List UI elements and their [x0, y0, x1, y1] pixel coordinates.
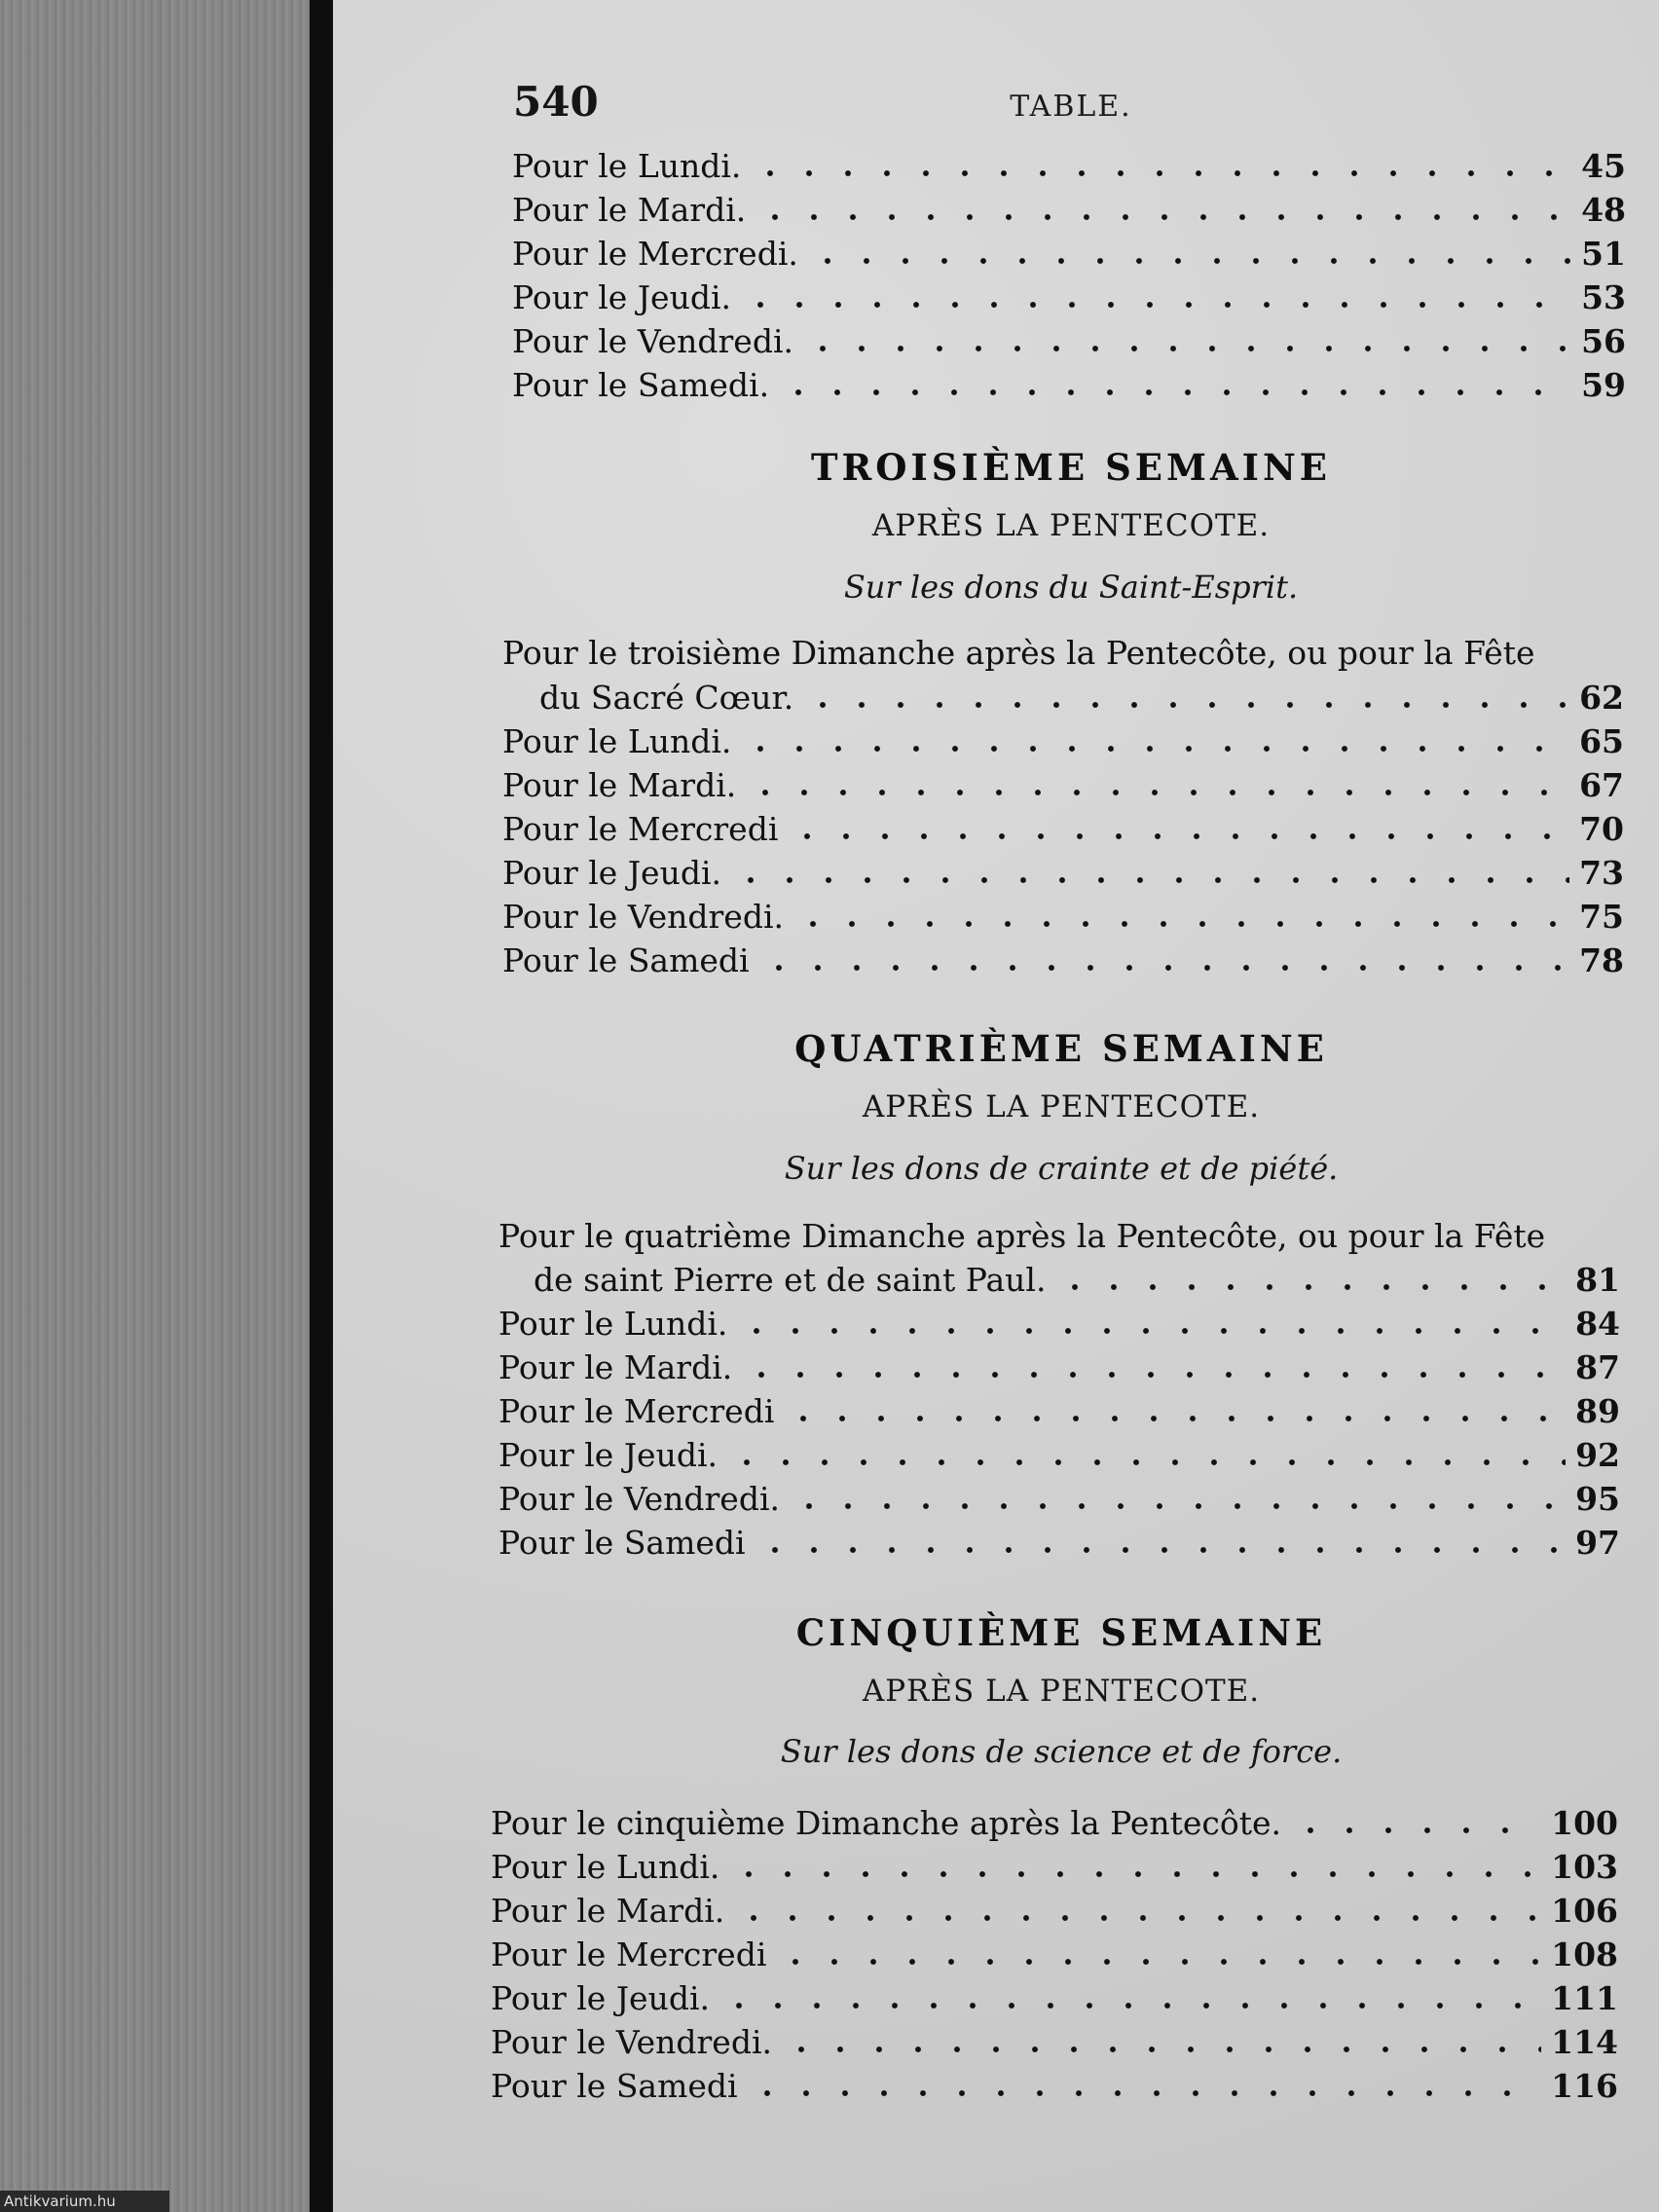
toc-entry	[502, 718, 1624, 760]
toc-entry-page: 56	[1581, 322, 1626, 360]
dot-leader	[756, 1546, 1566, 1554]
dot-leader	[727, 1458, 1566, 1466]
dot-leader	[751, 169, 1571, 177]
dot-leader	[759, 964, 1569, 972]
sunday-entry-line: Pour le troisième Dimanche après la Pentecôte, ou pour la Fête	[502, 634, 1535, 672]
toc-entry-page: 45	[1581, 147, 1626, 185]
dot-leader	[737, 1327, 1566, 1335]
toc-entry-page: 75	[1579, 898, 1624, 936]
toc-entry-page: 95	[1575, 1480, 1620, 1518]
toc-entry-page: 84	[1575, 1305, 1620, 1343]
toc-entry-label: Pour le Lundi.	[512, 147, 742, 185]
toc-entry-label: de saint Pierre et de saint Paul.	[534, 1261, 1047, 1299]
toc-entry-label: Pour le Samedi.	[512, 366, 770, 404]
toc-entry	[512, 230, 1626, 273]
toc-entry-label: Pour le Lundi.	[502, 722, 732, 760]
dot-leader	[748, 2089, 1542, 2097]
dot-leader	[729, 1870, 1541, 1878]
toc-entry	[491, 1931, 1618, 1973]
dot-leader	[719, 2002, 1541, 2009]
toc-entry	[502, 937, 1624, 979]
toc-entry-label: Pour le Vendredi.	[498, 1480, 781, 1518]
dot-leader	[788, 832, 1569, 840]
section-theme: Sur les dons du Saint-Esprit.	[843, 569, 1299, 606]
toc-entry-label: du Sacré Cœur.	[539, 679, 794, 717]
dot-leader	[779, 388, 1571, 396]
section-heading: CINQUIÈME SEMAINE	[795, 1611, 1327, 1654]
toc-entry	[491, 2062, 1618, 2105]
toc-entry	[498, 1431, 1620, 1474]
toc-entry-page: 67	[1579, 766, 1624, 804]
toc-entry-label: Pour le Lundi.	[491, 1848, 720, 1886]
toc-entry-page: 114	[1551, 2023, 1618, 2061]
toc-entry-page: 111	[1551, 1979, 1618, 2017]
toc-entry	[498, 1519, 1620, 1562]
dot-leader	[803, 701, 1569, 709]
dot-leader	[790, 1502, 1566, 1510]
toc-entry-label: Pour le Samedi	[498, 1524, 746, 1562]
dot-leader	[742, 1371, 1566, 1379]
toc-entry-label: Pour le Jeudi.	[512, 278, 732, 316]
toc-entry-label: Pour le Mardi.	[512, 191, 747, 229]
toc-entry-page: 62	[1579, 679, 1624, 717]
toc-entry	[491, 1974, 1618, 2017]
dot-leader	[731, 876, 1569, 884]
toc-entry-label: Pour le Mardi.	[491, 1892, 725, 1930]
dot-leader	[782, 2046, 1541, 2053]
toc-entry-page: 65	[1579, 722, 1624, 760]
dot-leader	[793, 920, 1569, 928]
dot-leader	[1291, 1826, 1541, 1834]
toc-entry-label: Pour le Mercredi	[502, 810, 779, 848]
toc-entry-page: 116	[1551, 2067, 1618, 2105]
section-subheading: APRÈS LA PENTECOTE.	[871, 508, 1271, 543]
toc-entry-page: 103	[1551, 1848, 1618, 1886]
toc-entry-page: 70	[1579, 810, 1624, 848]
toc-entry	[534, 1256, 1620, 1299]
toc-entry	[498, 1475, 1620, 1518]
toc-entry-label: Pour le Samedi	[491, 2067, 738, 2105]
toc-entry-page: 89	[1575, 1392, 1620, 1430]
toc-entry-page: 78	[1579, 941, 1624, 979]
section-heading: QUATRIÈME SEMAINE	[794, 1027, 1328, 1070]
toc-entry-page: 73	[1579, 854, 1624, 892]
toc-entry-page: 51	[1581, 235, 1626, 273]
toc-entry-label: Pour le Jeudi.	[491, 1979, 711, 2017]
toc-entry-label: Pour le Mercredi	[491, 1936, 767, 1973]
toc-entry-page: 53	[1581, 278, 1626, 316]
toc-entry-label: Pour le Samedi	[502, 941, 750, 979]
toc-entry-label: Pour le Mardi.	[498, 1348, 733, 1386]
toc-entry	[502, 761, 1624, 804]
dot-leader	[746, 789, 1569, 796]
toc-entry	[498, 1344, 1620, 1386]
toc-entry	[491, 1887, 1618, 1930]
toc-entry	[491, 1799, 1618, 1842]
section-subheading: APRÈS LA PENTECOTE.	[862, 1089, 1261, 1124]
dot-leader	[741, 301, 1571, 309]
toc-entry	[498, 1387, 1620, 1430]
running-title: TABLE.	[1010, 90, 1132, 124]
toc-entry-page: 92	[1575, 1436, 1620, 1474]
toc-entry-page: 106	[1551, 1892, 1618, 1930]
dot-leader	[741, 745, 1569, 753]
toc-entry-page: 87	[1575, 1348, 1620, 1386]
toc-entry	[512, 274, 1626, 316]
toc-entry	[498, 1300, 1620, 1343]
toc-entry	[539, 674, 1624, 717]
page-number: 540	[513, 78, 599, 126]
toc-entry	[502, 805, 1624, 848]
sunday-entry-line: Pour le quatrième Dimanche après la Pentecôte, ou pour la Fête	[498, 1217, 1546, 1255]
facing-page-edge	[0, 0, 310, 2212]
toc-entry-label: Pour le Lundi.	[498, 1305, 728, 1343]
dot-leader	[776, 1958, 1541, 1966]
toc-entry-label: Pour le Vendredi.	[491, 2023, 773, 2061]
section-subheading: APRÈS LA PENTECOTE.	[862, 1674, 1261, 1709]
toc-entry-page: 97	[1575, 1524, 1620, 1562]
toc-entry-page: 100	[1551, 1804, 1618, 1842]
toc-entry	[512, 361, 1626, 404]
watermark: Antikvarium.hu	[0, 2191, 169, 2212]
toc-entry-label: Pour le Mercredi	[498, 1392, 775, 1430]
dot-leader	[734, 1914, 1541, 1922]
toc-entry-label: Pour le Jeudi.	[502, 854, 722, 892]
toc-entry-label: Pour le Mardi.	[502, 766, 737, 804]
toc-entry-label: Pour le Vendredi.	[502, 898, 785, 936]
toc-entry	[512, 142, 1626, 185]
toc-entry-label: Pour le Vendredi.	[512, 322, 794, 360]
toc-entry-label: Pour le Jeudi.	[498, 1436, 719, 1474]
dot-leader	[784, 1415, 1566, 1422]
dot-leader	[803, 345, 1571, 352]
dot-leader	[808, 257, 1571, 265]
book-gutter	[310, 0, 333, 2212]
toc-entry-label: Pour le cinquième Dimanche après la Pentecôte.	[491, 1804, 1282, 1842]
dot-leader	[1055, 1283, 1566, 1291]
dot-leader	[756, 213, 1571, 221]
toc-entry	[491, 2018, 1618, 2061]
toc-entry-page: 48	[1581, 191, 1626, 229]
toc-entry	[512, 186, 1626, 229]
toc-entry-page: 81	[1575, 1261, 1620, 1299]
toc-entry	[502, 849, 1624, 892]
toc-entry-page: 108	[1551, 1936, 1618, 1973]
toc-entry-page: 59	[1581, 366, 1626, 404]
toc-entry	[491, 1843, 1618, 1886]
toc-entry-label: Pour le Mercredi.	[512, 235, 798, 273]
section-heading: TROISIÈME SEMAINE	[810, 446, 1331, 489]
section-theme: Sur les dons de crainte et de piété.	[784, 1150, 1339, 1187]
toc-entry	[512, 317, 1626, 360]
section-theme: Sur les dons de science et de force.	[780, 1733, 1343, 1770]
toc-entry	[502, 893, 1624, 936]
